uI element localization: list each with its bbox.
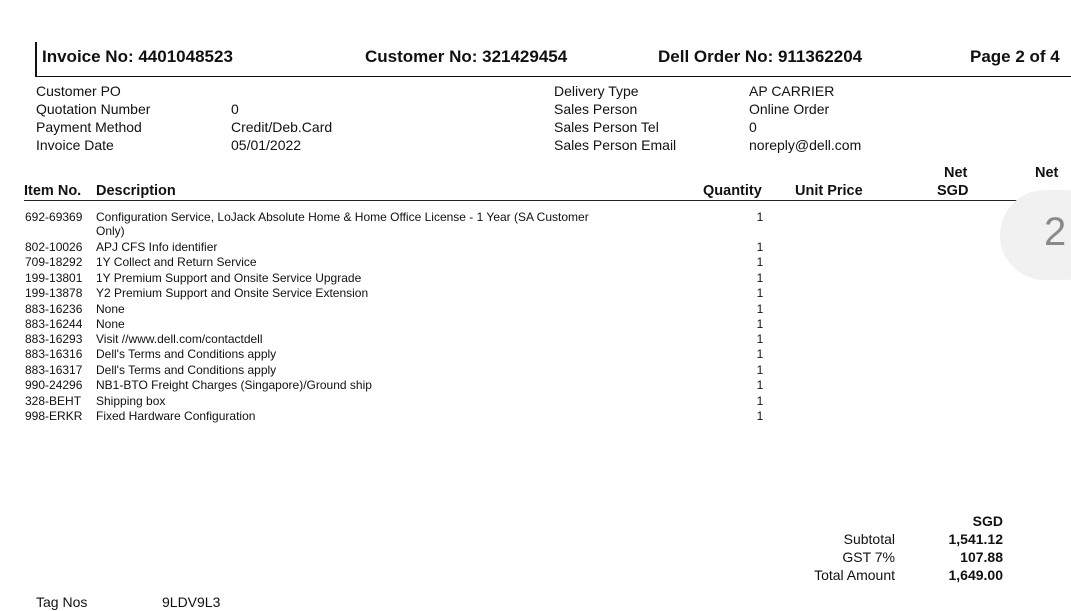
item-code: 328-BEHT: [25, 394, 82, 408]
column-description: Description: [96, 183, 176, 199]
item-code: 990-24296: [25, 378, 83, 392]
item-description: Dell's Terms and Conditions apply: [96, 347, 277, 361]
sales-person-value: Online Order: [749, 101, 830, 117]
sales-person-tel-label: Sales Person Tel: [554, 119, 659, 135]
item-quantity: 1: [756, 302, 764, 316]
table-row: [25, 241, 217, 253]
item-quantity: 1: [756, 255, 764, 269]
table-row: [25, 348, 276, 360]
item-quantity: 1: [756, 394, 764, 408]
item-quantity: 1: [756, 347, 764, 361]
sales-person-tel-value: 0: [749, 119, 757, 135]
sales-person-label: Sales Person: [554, 101, 638, 117]
item-description-continued: Only): [96, 224, 125, 238]
table-row: [25, 333, 263, 345]
table-row: [25, 287, 368, 299]
quotation-number-value: 0: [231, 101, 239, 117]
page-indicator: Page 2 of 4: [970, 47, 1060, 66]
subtotal-value: 1,541.12: [948, 531, 1003, 547]
item-quantity: 1: [756, 286, 764, 300]
column-item-no: Item No.: [24, 183, 82, 199]
item-description: 1Y Premium Support and Onsite Service Upgrade: [96, 271, 362, 285]
subtotal-label: Subtotal: [843, 531, 895, 547]
sales-person-email-value: noreply@dell.com: [749, 137, 862, 153]
column-net-sgd-bottom: SGD: [937, 183, 969, 199]
item-description: Y2 Premium Support and Onsite Service Extension: [96, 286, 369, 300]
item-quantity: 1: [756, 363, 764, 377]
table-row: [25, 303, 125, 315]
customer-number: Customer No: 321429454: [365, 47, 568, 66]
item-code: 709-18292: [25, 255, 83, 269]
item-quantity: 1: [756, 240, 764, 254]
customer-po-label: Customer PO: [36, 83, 121, 99]
item-quantity: 1: [756, 409, 764, 423]
item-description: NB1-BTO Freight Charges (Singapore)/Ground ship: [96, 378, 372, 392]
item-description: 1Y Collect and Return Service: [96, 255, 257, 269]
delivery-type-value: AP CARRIER: [749, 83, 835, 99]
quotation-number-label: Quotation Number: [36, 101, 151, 117]
total-amount-value: 1,649.00: [948, 567, 1003, 583]
tag-nos-value: 9LDV9L3: [162, 594, 221, 610]
invoice-date-value: 05/01/2022: [231, 137, 302, 153]
tag-nos-label: Tag Nos: [36, 594, 88, 610]
table-row: [25, 272, 361, 284]
item-code: 883-16316: [25, 347, 83, 361]
item-quantity: 1: [756, 317, 764, 331]
item-code: 883-16317: [25, 363, 83, 377]
column-net-sgd-2-top: Net: [1035, 165, 1059, 181]
item-description: Dell's Terms and Conditions apply: [96, 363, 277, 377]
gst-value: 107.88: [960, 549, 1003, 565]
item-description: Configuration Service, LoJack Absolute Home & Home Office License - 1 Year (SA Customer: [96, 210, 589, 224]
item-code: 199-13801: [25, 271, 83, 285]
item-code: 883-16293: [25, 332, 83, 346]
payment-method-label: Payment Method: [36, 119, 142, 135]
item-description: APJ CFS Info identifier: [96, 240, 218, 254]
item-code: 199-13878: [25, 286, 83, 300]
item-description: Fixed Hardware Configuration: [96, 409, 256, 423]
item-description: None: [96, 302, 125, 316]
sales-person-email-label: Sales Person Email: [554, 137, 677, 153]
item-code: 802-10026: [25, 240, 83, 254]
table-row: [25, 395, 165, 407]
table-row: [25, 211, 589, 223]
item-description: Visit //www.dell.com/contactdell: [96, 332, 263, 346]
item-quantity: 1: [756, 271, 764, 285]
column-quantity: Quantity: [703, 183, 762, 199]
item-quantity: 1: [756, 378, 764, 392]
column-unit-price: Unit Price: [795, 183, 863, 199]
totals-currency: SGD: [972, 513, 1003, 529]
total-amount-label: Total Amount: [814, 567, 895, 583]
item-code: 883-16236: [25, 302, 83, 316]
item-code: 883-16244: [25, 317, 83, 331]
table-row: [25, 256, 257, 268]
table-row: [25, 410, 255, 422]
invoice-date-label: Invoice Date: [36, 137, 114, 153]
table-row: [25, 364, 276, 376]
column-header-rule: [24, 200, 1071, 201]
item-code: 998-ERKR: [25, 409, 83, 423]
item-description: None: [96, 317, 125, 331]
table-row: [25, 318, 125, 330]
gst-label: GST 7%: [842, 549, 895, 565]
item-quantity: 1: [756, 210, 764, 224]
item-quantity: 1: [756, 332, 764, 346]
table-row: [25, 379, 372, 391]
dell-order-number: Dell Order No: 911362204: [658, 47, 863, 66]
item-description: Shipping box: [96, 394, 166, 408]
page-number-badge-text: 2: [1044, 210, 1067, 254]
column-net-sgd-top: Net: [944, 165, 968, 181]
delivery-type-label: Delivery Type: [554, 83, 639, 99]
payment-method-value: Credit/Deb.Card: [231, 119, 333, 135]
invoice-number: Invoice No: 4401048523: [42, 47, 233, 66]
item-code: 692-69369: [25, 210, 83, 224]
